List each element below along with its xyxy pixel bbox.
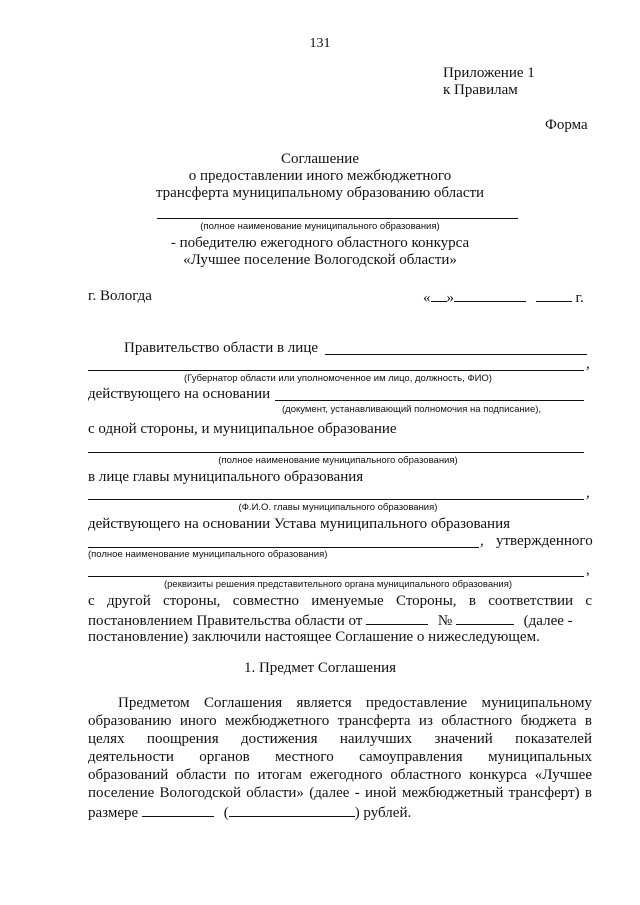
amount-open-paren: ( [223,805,229,821]
appendix-line-2: к Правилам [443,82,518,98]
number-sign: № [437,613,453,629]
para-line-5: образований области по итогам ежегодного областного конкурса «Лучшее [88,767,592,783]
gov-intro: Правительство области в лице [124,340,319,356]
decree-text: постановлением Правительства области от [88,613,363,629]
title-line-2: о предоставлении иного межбюджетного [188,168,452,184]
section-1-heading: 1. Предмет Соглашения [243,660,397,676]
amount-words-blank [229,803,355,817]
date-open-quote: « [423,290,431,306]
hint-municipality-title: (полное наименование муниципального образования) [200,221,440,232]
date-field [423,288,584,307]
place: г. Вологда [88,288,152,304]
title-line-4: - победителю ежегодного областного конкурса [170,235,470,251]
form-label: Форма [545,117,588,133]
date-close-quote: » [446,290,454,306]
month-blank [454,288,526,302]
approved-text: утвержденного [496,533,593,549]
head-intro: в лице главы муниципального образования [88,469,364,485]
other-side-line-3: постановление) заключили настоящее Соглашение о нижеследующем. [88,629,540,645]
hint-document: (документ, устанавливающий полномочия на подписание), [282,404,542,415]
one-side-text: с одной стороны, и муниципальное образование [88,421,397,437]
other-side-line-2 [88,611,592,630]
para-line-4: деятельности органов местного самоуправления муниципальных [88,749,592,765]
comma-4: , [586,562,590,578]
acting-basis: действующего на основании [88,386,271,402]
hereinafter-text: (далее - [523,613,573,629]
hint-municipality-left: (полное наименование муниципального образования) [88,549,328,560]
para-line-6: поселение Вологодской области» (далее - иной межбюджетный трансферт) в [88,785,592,801]
para-line-1: Предметом Соглашения является предоставление муниципальному [118,695,592,711]
hint-municipality: (полное наименование муниципального образования) [218,455,458,466]
para-line-7 [88,803,411,822]
municipality-name-line [157,218,518,219]
basis-document-line [275,400,584,401]
amount-label: размере [88,805,139,821]
municipality-line [88,452,584,453]
charter-municipality-line [88,547,479,548]
day-blank [431,288,447,302]
hint-head: (Ф.И.О. главы муниципального образования) [238,502,438,513]
comma-1: , [586,356,590,372]
hint-decision: (реквизиты решения представительного органа муниципального образования) [163,579,513,590]
page-number: 131 [309,36,331,51]
amount-currency: ) рублей. [354,805,412,821]
para-line-2: образованию иного межбюджетного трансферта из областного бюджета в [88,713,592,729]
title-line-3: трансферта муниципальному образованию области [155,185,485,201]
amount-digits-blank [142,803,214,817]
gov-representative-line-2 [88,370,584,371]
appendix-line-1: Приложение 1 [443,65,535,81]
comma-2: , [586,485,590,501]
decree-number-blank [456,611,514,625]
other-side-line-1: с другой стороны, совместно именуемые Стороны, в соответствии с [88,593,592,609]
charter-text: действующего на основании Устава муниципального образования [88,516,510,532]
decision-line [88,576,584,577]
gov-representative-line-1 [325,354,587,355]
para-line-3: целях поощрения достижения наилучших значений показателей [88,731,592,747]
head-name-line [88,499,584,500]
year-blank [536,288,572,302]
decree-date-blank [366,611,428,625]
hint-governor: (Губернатор области или уполномоченное им лицо, должность, ФИО) [184,373,492,384]
title-line-1: Соглашение [281,151,359,167]
comma-3: , [480,533,484,549]
year-suffix: г. [575,290,584,306]
title-line-5: «Лучшее поселение Вологодской области» [183,252,457,268]
